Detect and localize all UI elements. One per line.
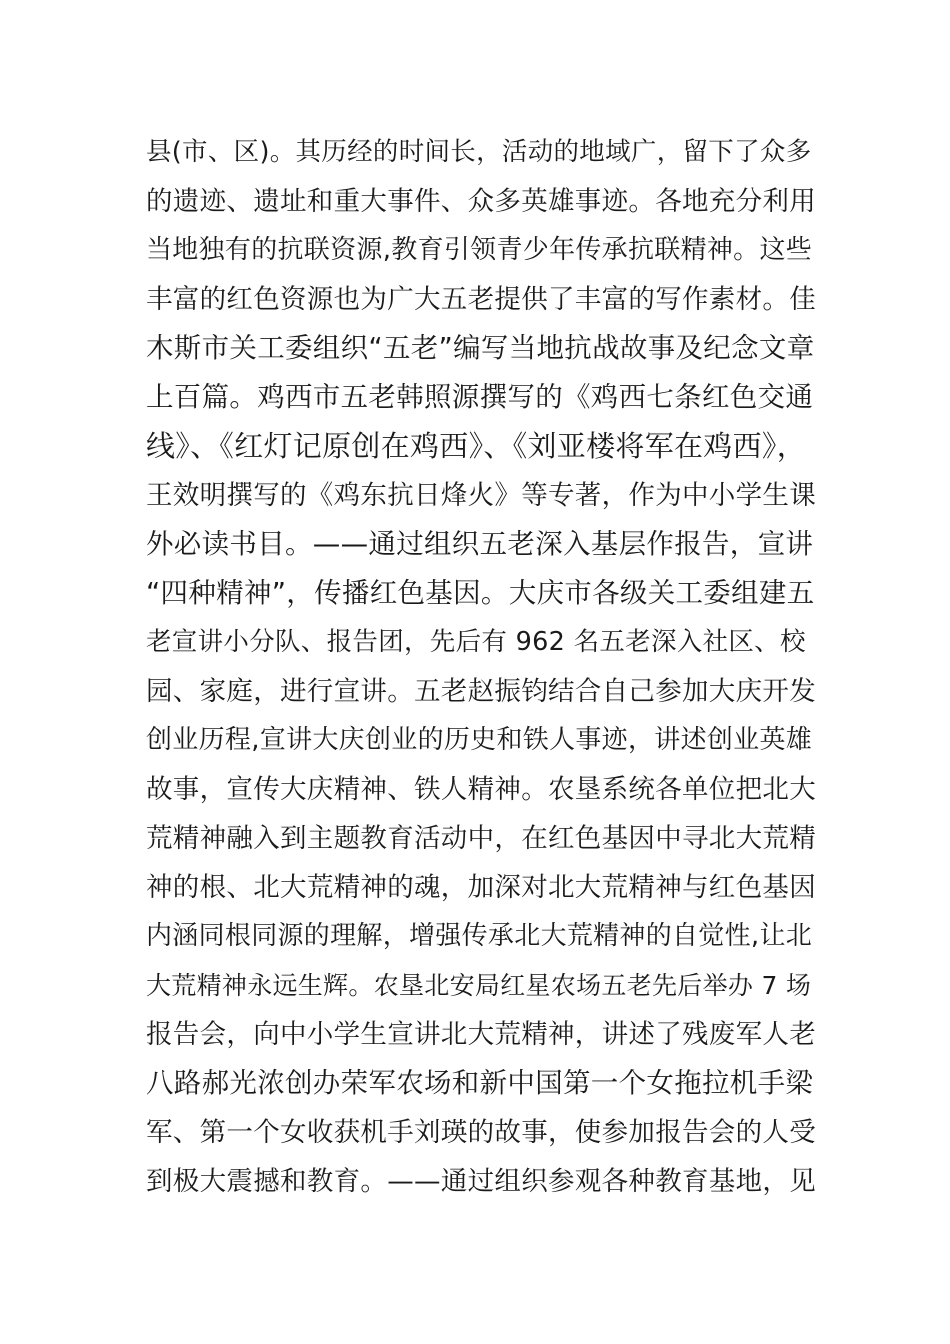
text-line: 大荒精神永远生辉。农垦北安局红星农场五老先后举办 7 场 — [146, 971, 812, 1000]
text-line: 八路郝光浓创办荣军农场和新中国第一个女拖拉机手梁 — [146, 1067, 814, 1099]
text-line: 丰富的红色资源也为广大五老提供了丰富的写作素材。佳 — [146, 284, 816, 315]
text-line: 神的根、北大荒精神的魂，加深对北大荒精神与红色基因 — [146, 872, 816, 903]
text-line: 到极大震撼和教育。——通过组织参观各种教育基地，见 — [146, 1166, 816, 1197]
text-line: 线》、《红灯记原创在鸡西》、《刘亚楼将军在鸡西》， — [146, 429, 807, 463]
text-line: 创业历程,宣讲大庆创业的历史和铁人事迹，讲述创业英雄 — [146, 725, 813, 755]
text-line: 园、家庭，进行宣讲。五老赵振钧结合自己参加大庆开发 — [146, 676, 816, 707]
text-line: 县(市、区)。其历经的时间长，活动的地域广，留下了众多 — [146, 137, 812, 167]
text-line: “四种精神”，传播红色基因。大庆市各级关工委组建五 — [146, 577, 815, 609]
text-line: 王效明撰写的《鸡东抗日烽火》等专著，作为中小学生课 — [146, 480, 816, 511]
body-text — [146, 128, 816, 1206]
text-line: 内涵同根同源的理解，增强传承北大荒精神的自觉性,让北 — [146, 921, 813, 951]
text-line: 上百篇。鸡西市五老韩照源撰写的《鸡西七条红色交通 — [146, 381, 814, 413]
text-line: 报告会，向中小学生宣讲北大荒精神，讲述了残废军人老 — [146, 1019, 816, 1050]
text-line: 荒精神融入到主题教育活动中，在红色基因中寻北大荒精 — [146, 823, 816, 854]
text-line: 外必读书目。——通过组织五老深入基层作报告，宣讲 — [146, 528, 814, 560]
text-line: 木斯市关工委组织“五老”编写当地抗战故事及纪念文章 — [146, 332, 815, 364]
text-line: 的遗迹、遗址和重大事件、众多英雄事迹。各地充分利用 — [146, 186, 816, 217]
text-line: 军、第一个女收获机手刘瑛的故事，使参加报告会的人受 — [146, 1117, 816, 1148]
text-line: 故事，宣传大庆精神、铁人精神。农垦系统各单位把北大 — [146, 774, 816, 805]
text-line: 老宣讲小分队、报告团，先后有 962 名五老深入社区、校 — [146, 627, 806, 657]
text-line: 当地独有的抗联资源,教育引领青少年传承抗联精神。这些 — [146, 235, 813, 265]
